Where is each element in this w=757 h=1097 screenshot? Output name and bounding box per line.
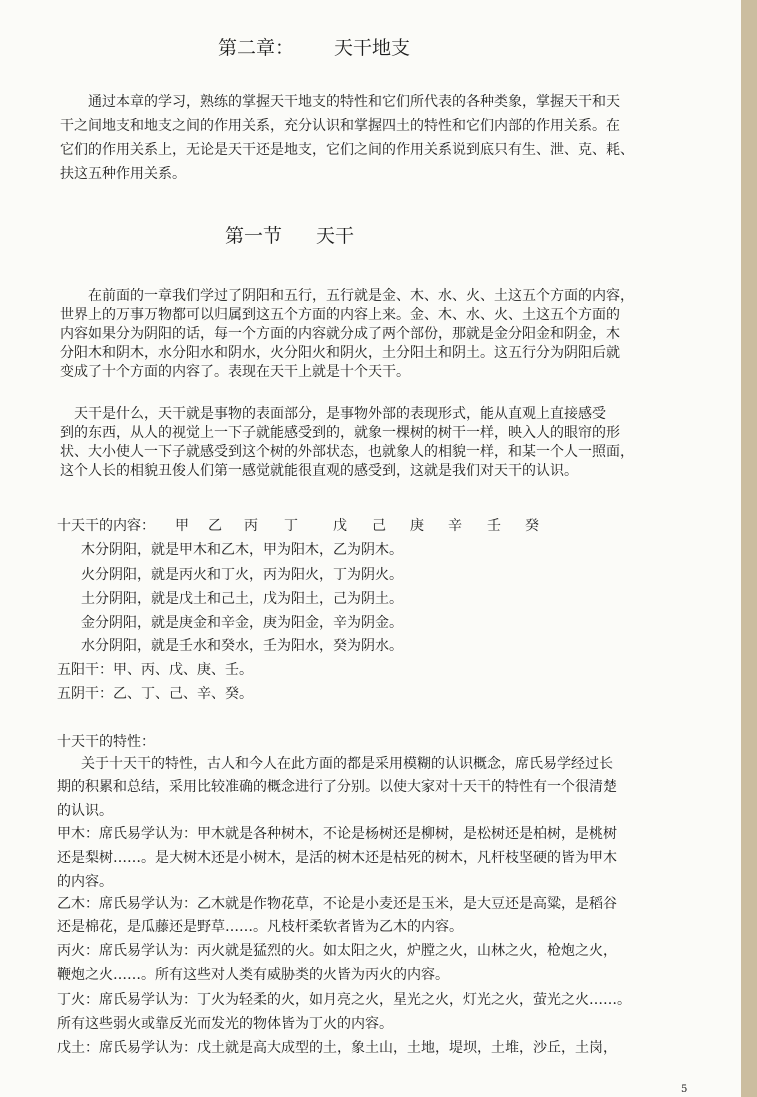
section-title	[225, 224, 354, 248]
traits-line: 的认识。	[57, 803, 113, 819]
traits-line: 关于十天干的特性，古人和今人在此方面的都是采用模糊的认识概念，席氏易学经过长	[81, 756, 613, 772]
traits-line: 期的积累和总结，采用比较准确的概念进行了分别。以使大家对十天干的特性有一个很清楚	[57, 779, 617, 795]
stem-ren: 壬	[487, 518, 501, 534]
yinyang-line: 火分阴阳，就是丙火和丁火，丙为阳火，丁为阴火。	[81, 567, 403, 583]
intro-line: 它们的作用关系上，无论是天干还是地支，它们之间的作用关系说到底只有生、泄、克、耗、	[60, 142, 634, 158]
chapter-title	[218, 36, 410, 60]
section-line: 这个人长的相貌丑俊人们第一感觉就能很直观的感受到，这就是我们对天干的认识。	[60, 463, 578, 479]
intro-line: 扶这五种作用关系。	[60, 166, 186, 182]
page-number: 5	[681, 1084, 688, 1095]
section-label: 第一节	[225, 225, 283, 247]
section-line: 内容如果分为阴阳的话，每一个方面的内容就分成了两个部份，那就是金分阳金和阴金，木	[60, 326, 620, 342]
intro-line: 干之间地支和地支之间的作用关系，充分认识和掌握四土的特性和它们内部的作用关系。在	[60, 118, 620, 134]
stem-trait-line: 还是棉花，是瓜藤还是野草……。凡枝杆柔软者皆为乙木的内容。	[57, 919, 463, 935]
traits-heading: 十天干的特性：	[57, 734, 155, 750]
section-name: 天干	[316, 225, 355, 247]
section-line: 在前面的一章我们学过了阴阳和五行，五行就是金、木、水、火、土这五个方面的内容，	[88, 288, 634, 304]
chapter-name: 天干地支	[334, 37, 411, 59]
book-edge	[741, 0, 757, 1097]
stems-label: 十天干的内容：	[57, 518, 155, 534]
stem-geng: 庚	[410, 518, 424, 534]
section-line: 分阳木和阴木，水分阳水和阴水，火分阳火和阴火，土分阳土和阴土。这五行分为阴阳后就	[60, 345, 620, 361]
stem-yi: 乙	[208, 518, 222, 534]
yang-stems: 五阳干：甲、丙、戊、庚、壬。	[57, 662, 253, 678]
intro-line: 通过本章的学习，熟练的掌握天干地支的特性和它们所代表的各种类象，掌握天干和天	[88, 94, 620, 110]
section-line: 世界上的万事万物都可以归属到这五个方面的内容上来。金、木、水、火、土这五个方面的	[60, 307, 620, 323]
stem-trait-line: 戊土：席氏易学认为：戊土就是高大成型的土，象土山，土地，堤坝，土堆，沙丘，土岗，	[57, 1040, 617, 1056]
stem-trait-line: 乙木：席氏易学认为：乙木就是作物花草，不论是小麦还是玉米，是大豆还是高粱，是稻谷	[57, 896, 617, 912]
stem-trait-line: 所有这些弱火或靠反光而发光的物体皆为丁火的内容。	[57, 1016, 393, 1032]
stem-trait-line: 鞭炮之火……。所有这些对人类有威胁类的火皆为丙火的内容。	[57, 967, 449, 983]
yinyang-line: 木分阴阳，就是甲木和乙木，甲为阳木，乙为阴木。	[81, 542, 403, 558]
stem-trait-line: 甲木：席氏易学认为：甲木就是各种树木，不论是杨树还是柳树，是松树还是柏树，是桃树	[57, 826, 617, 842]
stem-ji: 己	[372, 518, 386, 534]
yinyang-line: 金分阴阳，就是庚金和辛金，庚为阳金，辛为阴金。	[81, 615, 403, 631]
chapter-label: 第二章：	[218, 37, 295, 59]
stem-trait-line: 丁火：席氏易学认为：丁火为轻柔的火，如月亮之火，星光之火，灯光之火，萤光之火……。	[57, 992, 631, 1008]
stem-trait-line: 的内容。	[57, 874, 113, 890]
stem-trait-line: 丙火：席氏易学认为：丙火就是猛烈的火。如太阳之火，炉膛之火，山林之火，枪炮之火，	[57, 943, 617, 959]
stem-wu: 戊	[333, 518, 347, 534]
stem-gui: 癸	[525, 518, 539, 534]
yinyang-line: 水分阴阳，就是壬水和癸水，壬为阳水，癸为阴水。	[81, 638, 403, 654]
yinyang-line: 土分阴阳，就是戊土和己土，戊为阳土，己为阴土。	[81, 591, 403, 607]
stem-bing: 丙	[244, 518, 258, 534]
yin-stems: 五阴干：乙、丁、己、辛、癸。	[57, 686, 253, 702]
section-line: 状、大小使人一下子就感受到这个树的外部状态，也就象人的相貌一样，和某一个人一照面，	[60, 444, 634, 460]
section-line: 到的东西，从人的视觉上一下子就能感受到的，就象一棵树的树干一样，映入人的眼帘的形	[60, 425, 620, 441]
stem-xin: 辛	[448, 518, 462, 534]
stem-ding: 丁	[284, 518, 298, 534]
stem-trait-line: 还是梨树……。是大树木还是小树木，是活的树木还是枯死的树木，凡杆枝坚硬的皆为甲木	[57, 850, 617, 866]
section-line: 天干是什么，天干就是事物的表面部分，是事物外部的表现形式，能从直观上直接感受	[74, 406, 606, 422]
stem-jia: 甲	[175, 518, 189, 534]
section-line: 变成了十个方面的内容了。表现在天干上就是十个天干。	[60, 364, 410, 380]
